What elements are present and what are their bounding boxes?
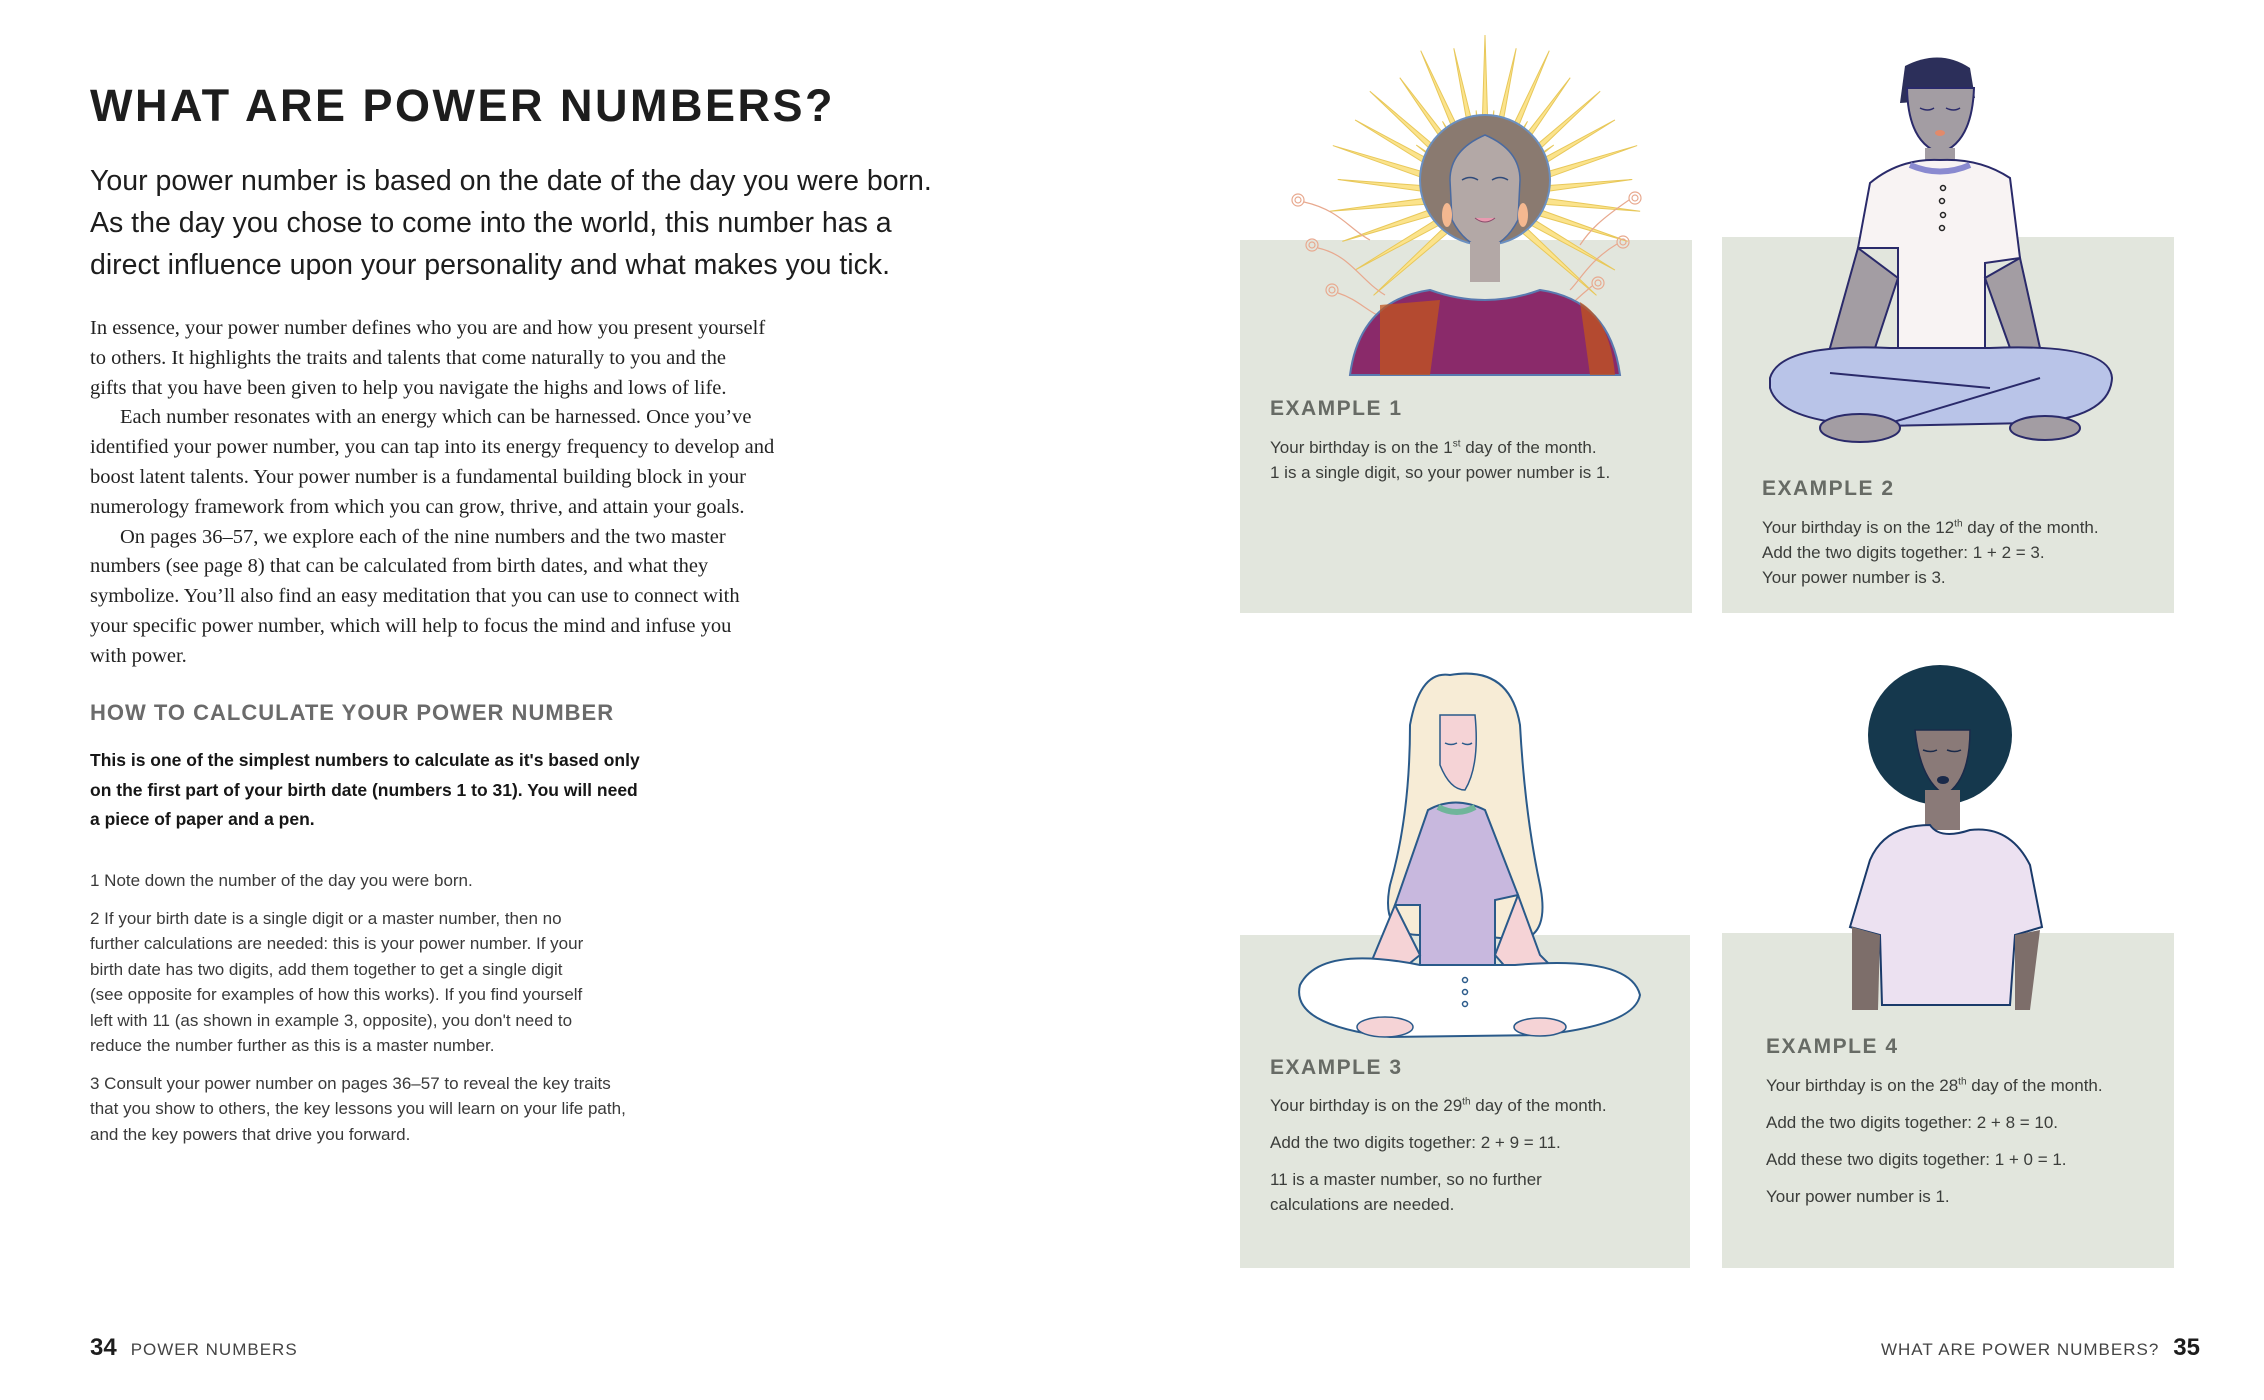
step-1 — [90, 868, 730, 894]
example-label: EXAMPLE 3 — [1270, 1056, 1403, 1079]
body-line: On pages 36–57, we explore each of the nine numbers and the two master — [120, 525, 726, 548]
foot-icon — [2010, 416, 2080, 440]
body-line: gifts that you have been given to help you navigate the highs and lows of life. — [90, 376, 727, 399]
earring-icon — [1518, 203, 1528, 227]
pants-icon — [1770, 347, 2112, 426]
step-line: further calculations are needed: this is your power number. If your — [90, 934, 584, 953]
example-line: 11 is a master number, so no further — [1270, 1170, 1542, 1189]
footer-right — [1881, 1334, 2200, 1362]
body-line: Each number resonates with an energy which can be harnessed. Once you’ve — [120, 406, 752, 429]
running-header: POWER NUMBERS — [130, 1340, 298, 1359]
intro-line: This is one of the simplest numbers to calculate as it's based only — [90, 750, 640, 770]
example-text — [1762, 515, 2099, 590]
body-line: your specific power number, which will help to focus the mind and infuse you — [90, 614, 732, 637]
step-line: left with 11 (as shown in example 3, opposite), you don't need to — [90, 1010, 573, 1030]
page-title: WHAT ARE POWER NUMBERS? — [90, 80, 835, 131]
example-label: EXAMPLE 1 — [1270, 397, 1403, 420]
example-text — [1270, 1093, 1607, 1217]
example-line: Add the two digits together: 2 + 9 = 11. — [1270, 1133, 1561, 1152]
example-line: Add these two digits together: 1 + 0 = 1. — [1766, 1150, 2067, 1169]
blonde-woman-meditating-illustration — [1270, 665, 1670, 1045]
example-line: calculations are needed. — [1270, 1195, 1455, 1214]
footer-left — [90, 1334, 298, 1362]
man-meditating-illustration — [1750, 48, 2150, 458]
step-line: reduce the number further as this is a master number. — [90, 1036, 495, 1055]
step-line: 2 If your birth date is a single digit or a master number, then no — [90, 908, 562, 928]
body-line: numbers (see page 8) that can be calculated from birth dates, and what they — [90, 555, 709, 578]
example-text — [1766, 1073, 2103, 1209]
page-subtitle — [90, 160, 932, 286]
example-text — [1270, 435, 1610, 485]
face-icon — [1907, 88, 1974, 153]
example-line: Add the two digits together: 2 + 8 = 10. — [1766, 1113, 2059, 1132]
intro-line: on the first part of your birth date (numbers 1 to 31). You will need — [90, 779, 638, 800]
intro-line: a piece of paper and a pen. — [90, 809, 315, 829]
woman-with-sun-halo-illustration — [1290, 30, 1690, 385]
foot-icon — [1514, 1018, 1566, 1036]
example-line: Add the two digits together: 1 + 2 = 3. — [1762, 543, 2045, 562]
step-line: 3 Consult your power number on pages 36–57 to reveal the key traits — [90, 1073, 611, 1093]
example-line: Your birthday is on the 28th day of the month. — [1766, 1076, 2103, 1095]
woman-with-afro-illustration — [1820, 665, 2120, 1020]
section-heading-how-to-calculate: HOW TO CALCULATE YOUR POWER NUMBER — [90, 700, 615, 725]
subtitle-line: As the day you chose to come into the world, this number has a — [90, 207, 892, 239]
example-line: Your power number is 1. — [1766, 1187, 1950, 1206]
body-line: to others. It highlights the traits and talents that come naturally to you and the — [90, 346, 726, 369]
step-line: that you show to others, the key lessons you will learn on your life path, — [90, 1099, 626, 1118]
example-line: 1 is a single digit, so your power number is 1. — [1270, 463, 1611, 482]
foot-icon — [1820, 414, 1900, 442]
body-line: symbolize. You’ll also find an easy meditation that you can use to connect with — [90, 585, 740, 608]
step-line: (see opposite for examples of how this works). If you find yourself — [90, 985, 583, 1004]
page-number: 35 — [2173, 1334, 2200, 1361]
steps-list — [90, 868, 730, 1159]
subtitle-line: direct influence upon your personality and what makes you tick. — [90, 249, 891, 281]
example-line: Your birthday is on the 12th day of the month. — [1762, 518, 2099, 537]
step-line: and the key powers that drive you forward. — [90, 1124, 411, 1144]
body-line: numerology framework from which you can grow, thrive, and attain your goals. — [90, 495, 745, 518]
body-line: with power. — [90, 644, 187, 667]
page-number: 34 — [90, 1334, 117, 1361]
running-header: WHAT ARE POWER NUMBERS? — [1880, 1340, 2160, 1359]
body-line: identified your power number, you can tap into its energy frequency to develop and — [90, 436, 775, 459]
pants-icon — [1299, 958, 1640, 1037]
body-line: In essence, your power number defines who you are and how you present yourself — [90, 317, 766, 339]
intro-text — [90, 746, 730, 835]
body-paragraph — [90, 403, 850, 522]
body-paragraph — [90, 523, 850, 672]
example-line: Your birthday is on the 29th day of the month. — [1270, 1096, 1607, 1115]
example-label: EXAMPLE 4 — [1766, 1035, 1899, 1058]
face-icon — [1450, 135, 1520, 248]
earring-icon — [1442, 203, 1452, 227]
example-line: Your birthday is on the 1st day of the month. — [1270, 438, 1597, 457]
step-3 — [90, 1071, 730, 1148]
step-line: 1 Note down the number of the day you were born. — [90, 871, 473, 890]
body-text — [90, 314, 850, 672]
subtitle-line: Your power number is based on the date of the day you were born. — [90, 165, 932, 197]
foot-icon — [1357, 1017, 1413, 1037]
example-line: Your power number is 3. — [1762, 568, 1946, 587]
step-2 — [90, 906, 730, 1059]
example-label: EXAMPLE 2 — [1762, 477, 1895, 500]
step-line: birth date has two digits, add them together to get a single digit — [90, 959, 563, 979]
body-paragraph — [90, 314, 850, 403]
body-line: boost latent talents. Your power number is a fundamental building block in your — [90, 465, 746, 488]
